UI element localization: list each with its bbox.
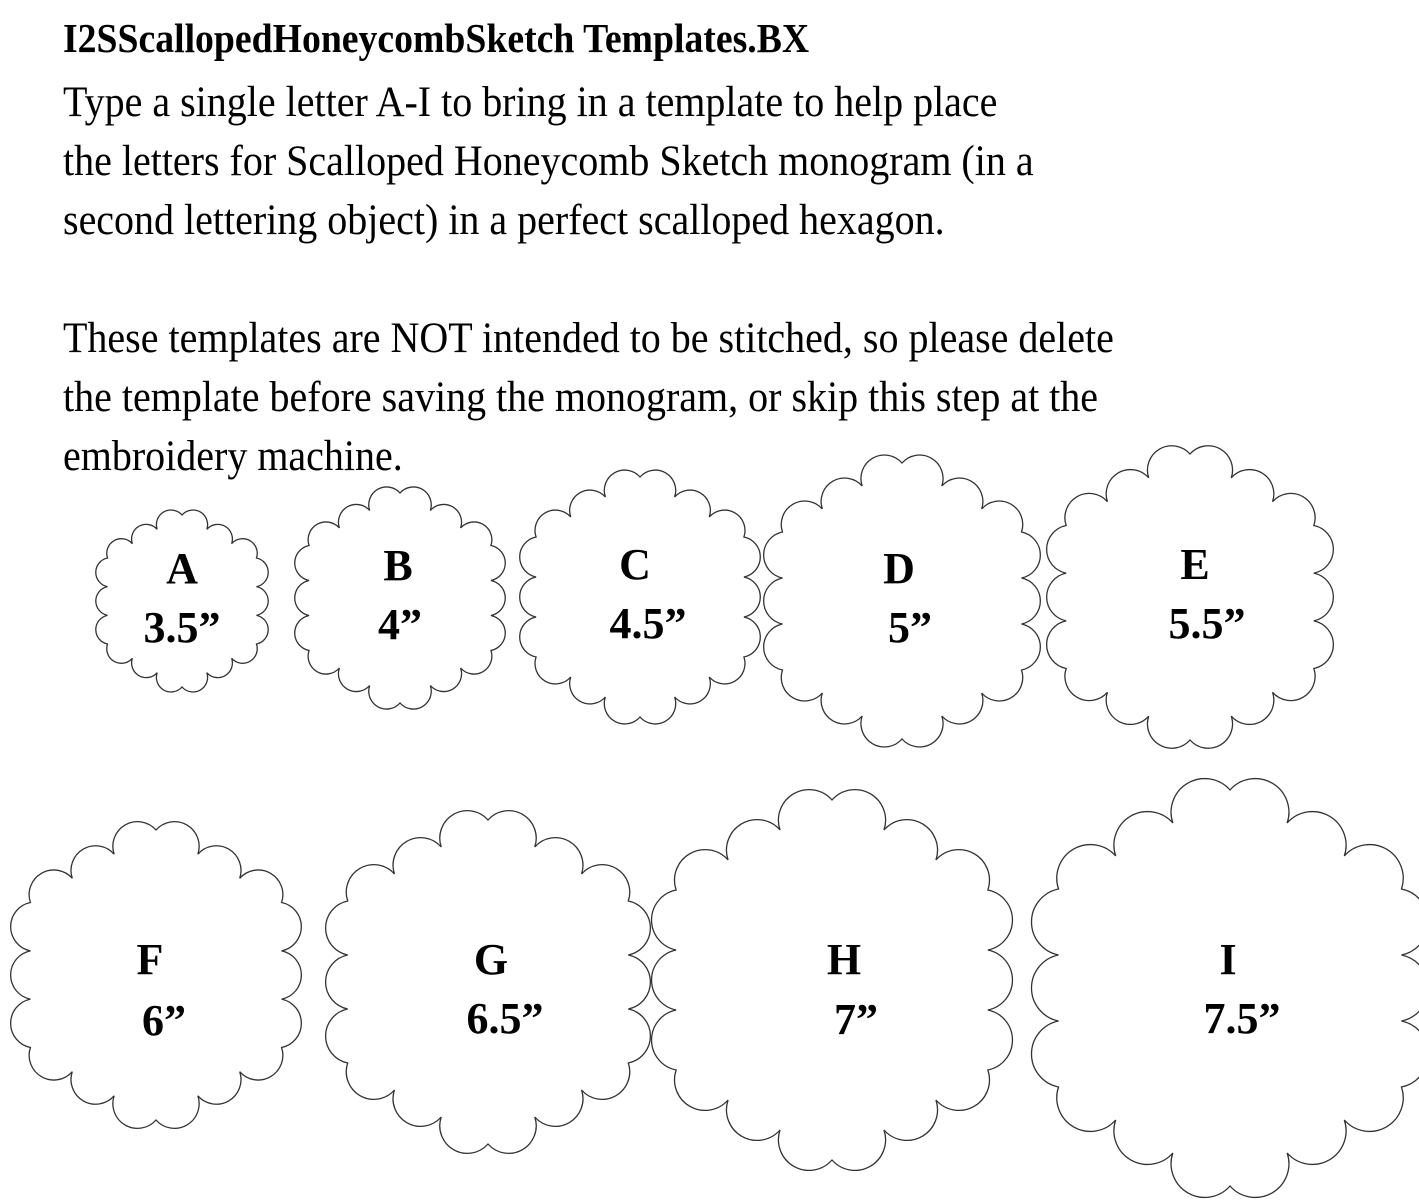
scalloped-hexagon-template-e xyxy=(1047,446,1334,748)
scalloped-hexagon-template-d xyxy=(764,455,1041,747)
template-letter-a: A xyxy=(166,544,198,593)
template-letter-h: H xyxy=(826,935,862,984)
document-title: I2SScallopedHoneycombSketch Templates.BX xyxy=(63,15,810,61)
template-letter-f: F xyxy=(136,935,164,984)
template-letter-g: G xyxy=(473,935,509,984)
note-line: These templates are NOT intended to be stitched, so please delete xyxy=(63,315,1114,362)
template-letter-i: I xyxy=(1219,935,1237,984)
template-size-h: 7” xyxy=(834,995,878,1044)
template-letter-d: D xyxy=(883,544,915,593)
template-size-e: 5.5” xyxy=(1168,599,1246,648)
template-size-g: 6.5” xyxy=(466,994,544,1043)
template-letter-e: E xyxy=(1180,540,1210,589)
scalloped-hexagon-template-i xyxy=(1032,779,1419,1198)
intro-line: the letters for Scalloped Honeycomb Sketch monogram (in a xyxy=(63,138,1034,185)
scalloped-hexagon-template-b xyxy=(295,487,506,709)
template-size-a: 3.5” xyxy=(143,603,221,652)
template-letter-b: B xyxy=(383,541,413,590)
scalloped-hexagon-template-c xyxy=(520,470,761,724)
template-size-i: 7.5” xyxy=(1203,994,1281,1043)
template-size-c: 4.5” xyxy=(609,599,687,648)
intro-line: second lettering object) in a perfect scalloped hexagon. xyxy=(63,197,945,244)
note-line: the template before saving the monogram, or skip this step at the xyxy=(63,374,1099,421)
template-size-b: 4” xyxy=(378,600,422,649)
template-size-f: 6” xyxy=(142,996,186,1045)
intro-line: Type a single letter A-I to bring in a template to help place xyxy=(63,79,998,126)
template-size-d: 5” xyxy=(888,603,932,652)
note-line: embroidery machine. xyxy=(63,433,403,480)
scalloped-hexagon-template-a xyxy=(96,510,268,692)
template-letter-c: C xyxy=(619,540,651,589)
